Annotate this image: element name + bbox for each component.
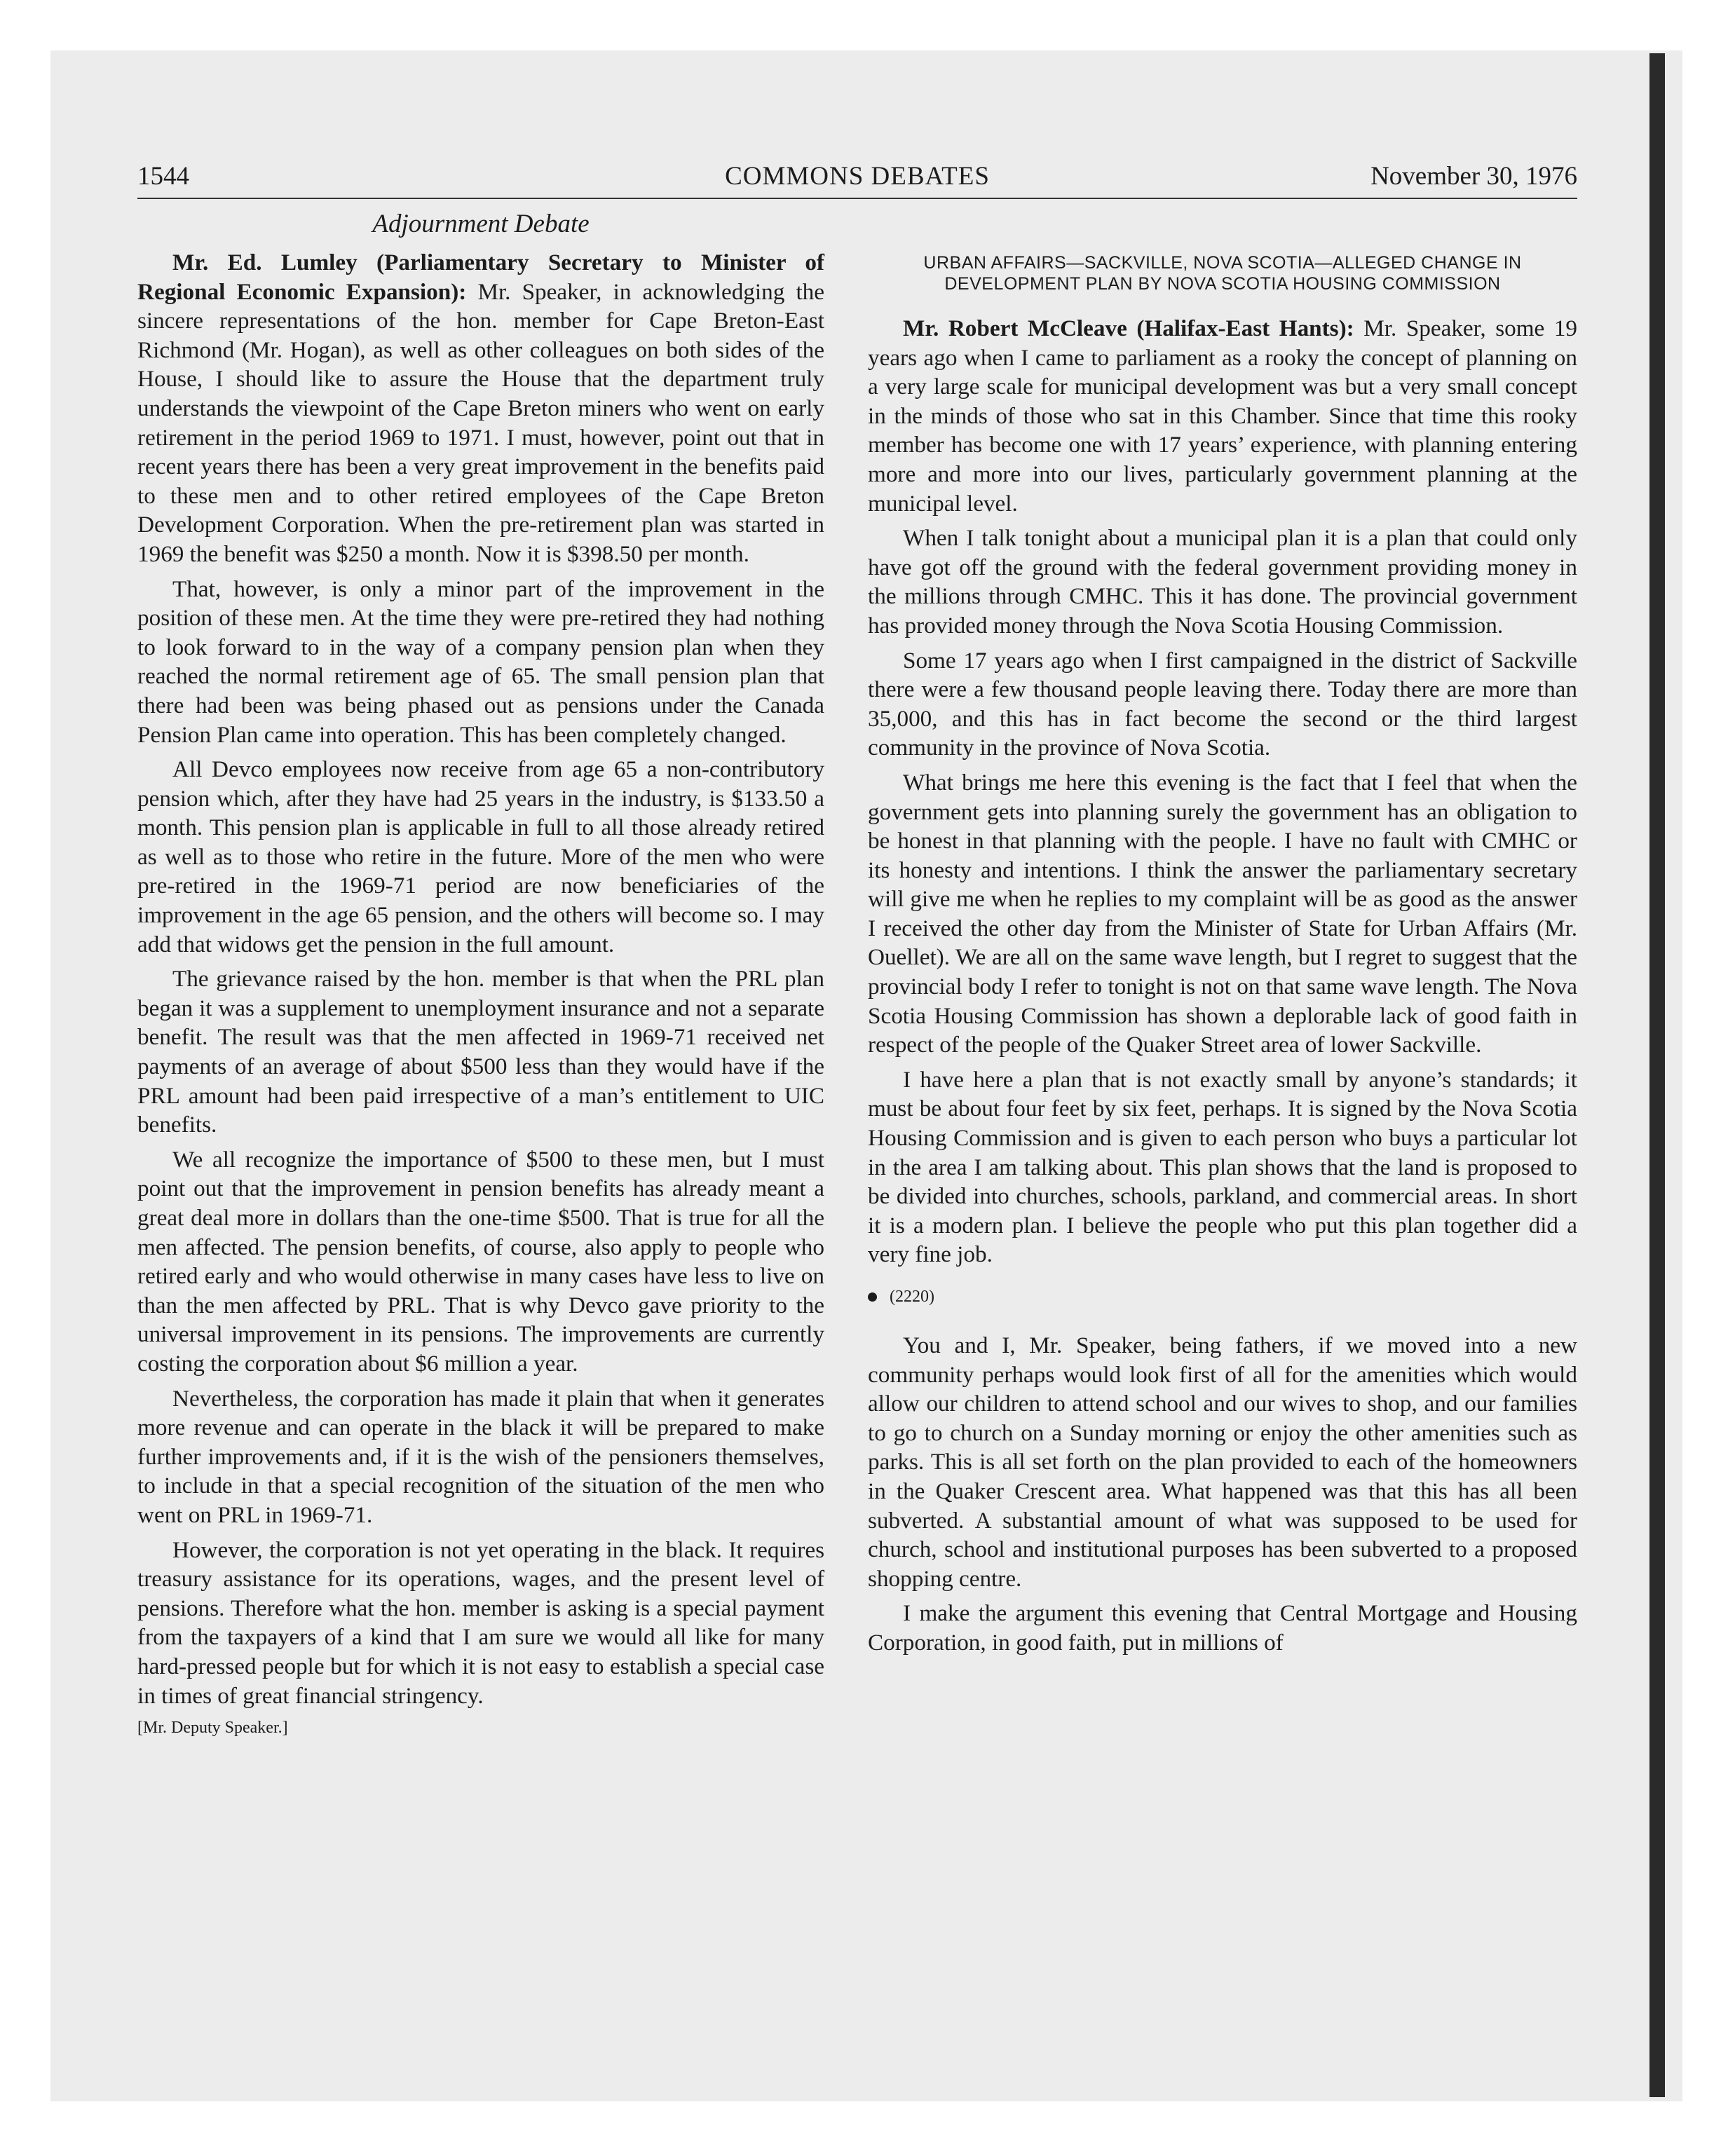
speaker-name: Mr. Ed. Lumley (Parliamentary Secretary to Minister of Regional Economic Expansion): [137, 250, 824, 305]
paragraph: The grievance raised by the hon. member is that when the PRL plan began it was a supplement to unemployment insurance and not a separate benefit. The result was that the men affected in 1969-71 received net payments of an average of about $500 less than they would have if the PRL amount had been paid irrespective of a man’s entitlement to UIC benefits. [137, 966, 824, 1138]
paragraph-text: Mr. Speaker, some 19 years ago when I came to parliament as a rooky the concept of planning on a very large scale for municipal development was but a very small concept in the minds of those who sat in this Chamber. Since that time this rooky member has become one with 17 years’ experience, with planning entering more and more into our lives, particularly government planning at the municipal level. [868, 315, 1578, 517]
page-header [137, 156, 1577, 199]
paragraph [868, 314, 1577, 518]
right-column [868, 252, 1577, 1663]
publication-title: COMMONS DEBATES [725, 162, 990, 191]
speaker-attribution: [Mr. Deputy Speaker.] [137, 1719, 288, 1738]
paragraph: You and I, Mr. Speaker, being fathers, if we moved into a new community perhaps would look first of all for the amenities which would allow our children to attend school and our wives to shop, and our families to go to church on a Sunday morning or enjoy the other amenities such as parks. This is all set forth on the plan provided to each of the homeowners in the Quaker Crescent area. What happened was that this has all been subverted. A substantial amount of what was supposed to be used for church, school and institutional purposes has been subverted to a proposed shopping centre. [868, 1332, 1577, 1592]
timestamp-marker [868, 1285, 1577, 1309]
section-title: Adjournment Debate [372, 210, 590, 238]
speaker-name: Mr. Robert McCleave (Halifax-East Hants): [903, 315, 1354, 341]
timestamp-text: (2220) [890, 1288, 934, 1306]
paragraph: All Devco employees now receive from age 65 a non-contributory pension which, after they have had 25 years in the industry, is $133.50 a month. This pension plan is applicable in full to all those already retired as well as to those who retire in the future. More of the men who were pre-retired in the 1969-71 period are now beneficiaries of the improvement in the age 65 pension, and the others will become so. I may add that widows get the pension in the full amount. [137, 756, 824, 957]
bullet-icon [868, 1292, 877, 1302]
left-column [137, 207, 824, 1740]
paragraph [137, 248, 824, 569]
paragraph: That, however, is only a minor part of the improvement in the position of these men. At the time they were pre-retired they had nothing to look forward to in the way of a company pension plan when they reached the normal retirement age of 65. The small pension plan that there had been was being phased out as pensions under the Canada Pension Plan came into operation. This has been completely changed. [137, 575, 824, 748]
paragraph: I make the argument this evening that Central Mortgage and Housing Corporation, in good faith, put in millions of [868, 1600, 1577, 1656]
topic-heading: URBAN AFFAIRS—SACKVILLE, NOVA SCOTIA—ALLEGED CHANGE IN DEVELOPMENT PLAN BY NOVA SCOTIA HOUSING COMMISSION [923, 253, 1522, 294]
paragraph-text: Mr. Speaker, in acknowledging the sincere representations of the hon. member for Cape Breton-East Richmond (Mr. Hogan), as well as other colleagues on both sides of the House, I should like to assure the House that the department truly understands the viewpoint of the Cape Breton miners who went on early retirement in the period 1969 to 1971. I must, however, point out that in recent years there has been a very great improvement in the benefits paid to these men and to other retired employees of the Cape Breton Development Corporation. When the pre-retirement plan was started in 1969 the benefit was $250 a month. Now it is $398.50 per month. [137, 278, 824, 567]
paragraph: However, the corporation is not yet operating in the black. It requires treasury assistance for its operations, wages, and the present level of pensions. Therefore what the hon. member is asking is a special payment from the taxpayers of a kind that I am sure we would all like for many hard-pressed people but for which it is not easy to establish a special case in times of great financial stringency. [137, 1536, 824, 1709]
paragraph: We all recognize the importance of $500 to these men, but I must point out that the improvement in pension benefits has already meant a great deal more in dollars than the one-time $500. That is true for all the men affected. The pension benefits, of course, also apply to people who retired early and who would otherwise in many cases have less to live on than the men affected by PRL. That is why Devco gave priority to the universal improvement in its pensions. The improvements are currently costing the corporation about $6 million a year. [137, 1146, 824, 1377]
paragraph: When I talk tonight about a municipal plan it is a plan that could only have got off the ground with the federal government providing money in the millions through CMHC. This it has done. The provincial government has provided money through the Nova Scotia Housing Commission. [868, 525, 1577, 639]
scan-edge-bar [1649, 53, 1665, 2097]
paragraph: Nevertheless, the corporation has made it plain that when it generates more revenue and can operate in the black it will be prepared to make further improvements and, if it is the wish of the pensioners themselves, to include in that a special recognition of the situation of the men who went on PRL in 1969-71. [137, 1385, 824, 1528]
page-number: 1544 [137, 162, 189, 191]
page-date: November 30, 1976 [1370, 162, 1577, 191]
paragraph: I have here a plan that is not exactly small by anyone’s standards; it must be about four feet by six feet, perhaps. It is signed by the Nova Scotia Housing Commission and is given to each person who buys a particular lot in the area I am talking about. This plan shows that the land is proposed to be divided into churches, schools, parkland, and commercial areas. In short it is a modern plan. I believe the people who put this plan together did a very fine job. [868, 1066, 1577, 1268]
paragraph: Some 17 years ago when I first campaigned in the district of Sackville there were a few thousand people leaving there. Today there are more than 35,000, and this has in fact become the second or the third largest community in the province of Nova Scotia. [868, 647, 1577, 761]
paragraph: What brings me here this evening is the fact that I feel that when the government gets into planning surely the government has an obligation to be honest in that planning with the people. I have no fault with CMHC or its honesty and intentions. I think the answer the parliamentary secretary will give me when he replies to my complaint will be as good as the answer I received the other day from the Minister of State for Urban Affairs (Mr. Ouellet). We are all on the same wave length, but I regret to suggest that the provincial body I refer to tonight is not on that same wave length. The Nova Scotia Housing Commission has shown a deplorable lack of good faith in respect of the people of the Quaker Street area of lower Sackville. [868, 769, 1577, 1058]
